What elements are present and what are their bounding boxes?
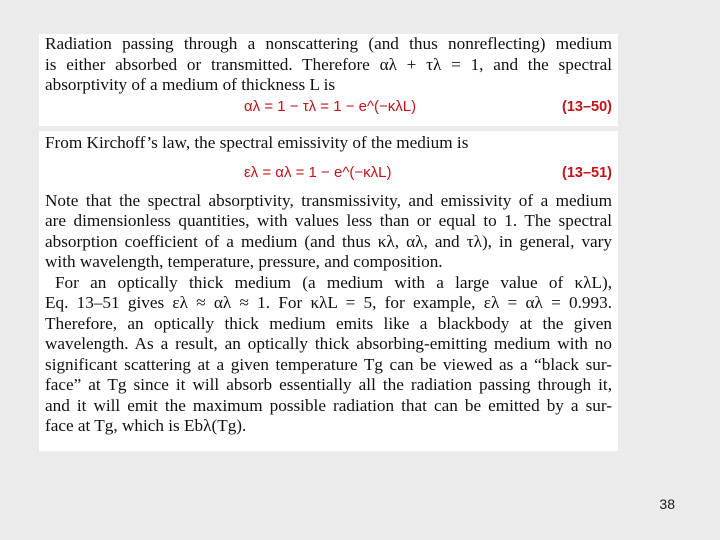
equation-row [45,96,612,118]
text-panel-bottom [39,131,618,451]
text-line: face at Tg, which is Ebλ(Tg). [45,416,247,435]
text-line: face” at Tg since it will absorb essentially all the radiation passing through it, [45,375,612,394]
text-line: are dimensionless quantities, with values less than or equal to 1. The spectral [45,211,612,230]
text-panel-top [39,34,618,126]
text-line: Therefore, an optically thick medium emits like a blackbody at the given [45,313,612,333]
equation-number: (13–50) [562,98,612,115]
text-line: with wavelength, temperature, pressure, and composition. [45,252,443,271]
text-line: and it will emit the maximum possible radiation that can be emitted by a sur- [45,395,612,415]
text-line: significant scattering at a given temperature Tg can be viewed as a “black sur- [45,354,612,374]
paragraph [45,273,612,437]
text-line: wavelength. As a result, an optically thick absorbing-emitting medium with no [45,334,612,353]
text-line: is either absorbed or transmitted. Therefore αλ + τλ = 1, and the spectral [45,54,612,74]
equation: ελ = αλ = 1 − e^(−κλL) [244,163,392,181]
text-line: absorption coefficient of a medium (and thus κλ, αλ, and τλ), in general, vary [45,231,612,251]
text-line: For an optically thick medium (a medium with a large value of κλL), [55,272,612,292]
equation-row [45,162,612,184]
text-line: Note that the spectral absorptivity, transmissivity, and emissivity of a medium [45,190,612,210]
page-number: 38 [659,496,675,512]
equation-number: (13–51) [562,164,612,181]
equation: αλ = 1 − τλ = 1 − e^(−κλL) [244,97,417,115]
text-line: Radiation passing through a nonscattering (and thus nonreflecting) medium [45,34,612,53]
paragraph [45,191,612,273]
text-line: From Kirchoff’s law, the spectral emissivity of the medium is [45,133,469,152]
text-line: Eq. 13–51 gives ελ ≈ αλ ≈ 1. For κλL = 5, for example, ελ = αλ = 0.993. [45,293,612,312]
text-line: absorptivity of a medium of thickness L is [45,75,336,94]
